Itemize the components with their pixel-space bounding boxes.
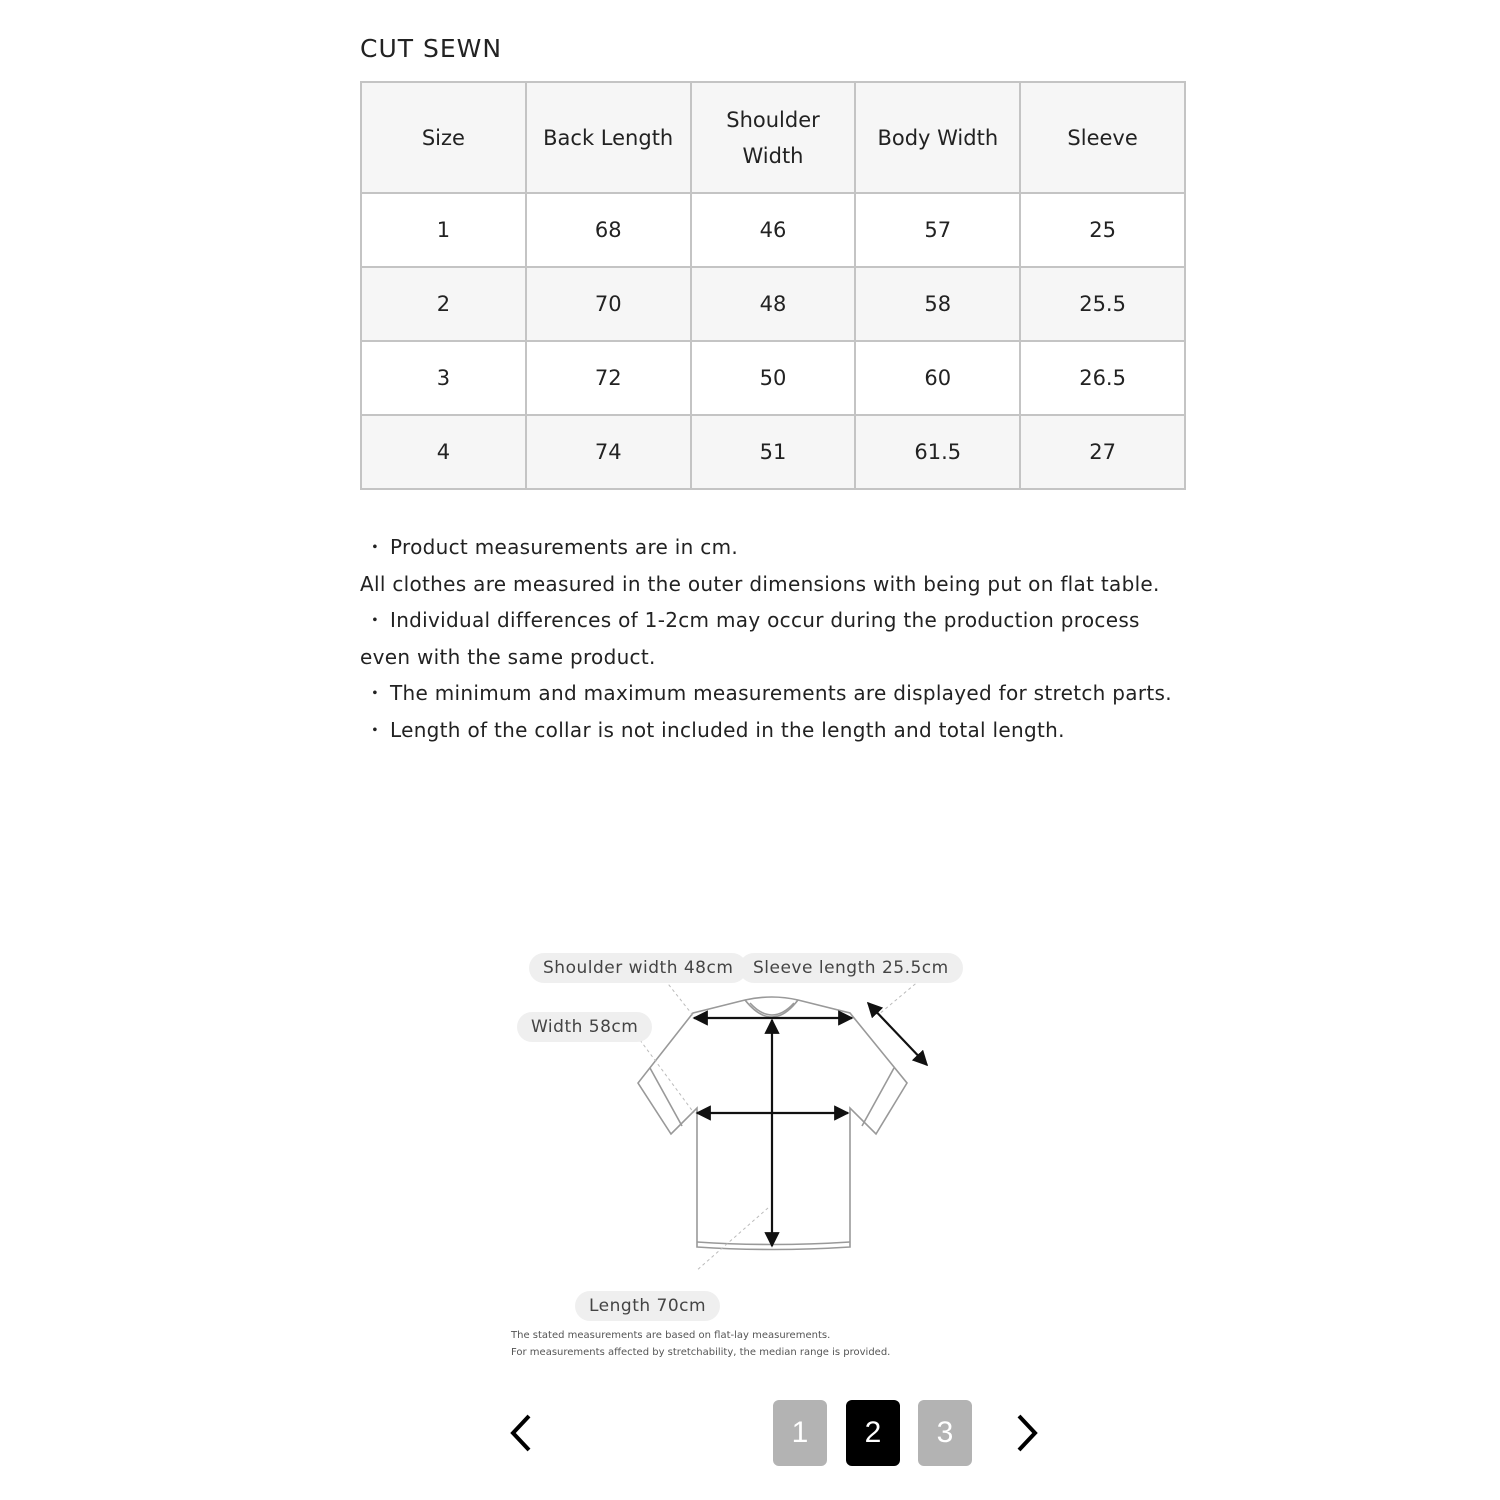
table-cell: 27 [1020, 415, 1185, 489]
page-button-3[interactable]: 3 [918, 1400, 972, 1466]
table-cell: 61.5 [855, 415, 1020, 489]
table-cell: 57 [855, 193, 1020, 267]
table-cell: 46 [691, 193, 856, 267]
section-title: CUT SEWN [360, 34, 503, 63]
header-size: Size [361, 82, 526, 193]
table-cell: 4 [361, 415, 526, 489]
table-row [361, 267, 1185, 341]
table-row [361, 193, 1185, 267]
note-item: ・ The minimum and maximum measurements are displayed for stretch parts. [364, 681, 1172, 705]
header-sleeve: Sleeve [1020, 82, 1185, 193]
next-page-button[interactable] [1008, 1408, 1048, 1458]
table-row [361, 415, 1185, 489]
length-label: Length 70cm [575, 1291, 720, 1321]
chevron-right-icon [1015, 1413, 1041, 1453]
table-cell: 68 [526, 193, 691, 267]
sleeve-length-label: Sleeve length 25.5cm [739, 953, 963, 983]
table-cell: 51 [691, 415, 856, 489]
size-table [360, 81, 1186, 490]
table-cell: 2 [361, 267, 526, 341]
table-cell: 26.5 [1020, 341, 1185, 415]
note-item: ・ Individual differences of 1-2cm may occur during the production process even with the same product. [360, 608, 1140, 669]
width-label: Width 58cm [517, 1012, 652, 1042]
prev-page-button[interactable] [500, 1408, 540, 1458]
table-row [361, 341, 1185, 415]
table-cell: 1 [361, 193, 526, 267]
note-item: ・ Product measurements are in cm. [364, 535, 739, 559]
table-cell: 58 [855, 267, 1020, 341]
table-cell: 48 [691, 267, 856, 341]
table-cell: 70 [526, 267, 691, 341]
header-shoulder-width: Shoulder Width [691, 82, 856, 193]
table-header-row [361, 82, 1185, 193]
shoulder-width-label: Shoulder width 48cm [529, 953, 747, 983]
table-cell: 50 [691, 341, 856, 415]
note-item: All clothes are measured in the outer dimensions with being put on flat table. [360, 571, 1160, 596]
table-cell: 74 [526, 415, 691, 489]
table-cell: 25 [1020, 193, 1185, 267]
header-back-length: Back Length [526, 82, 691, 193]
note-item: ・ Length of the collar is not included in the length and total length. [364, 717, 1065, 742]
header-body-width: Body Width [855, 82, 1020, 193]
table-cell: 3 [361, 341, 526, 415]
table-cell: 60 [855, 341, 1020, 415]
page-button-1[interactable]: 1 [773, 1400, 827, 1466]
diagram-footnote: The stated measurements are based on flat-lay measurements. For measurements affected by stretchability, the median range is provided. [511, 1330, 891, 1358]
measurement-notes [360, 529, 1180, 748]
page-button-2[interactable]: 2 [846, 1400, 900, 1466]
table-cell: 72 [526, 341, 691, 415]
measure-arrows [694, 1003, 927, 1246]
table-cell: 25.5 [1020, 267, 1185, 341]
chevron-left-icon [507, 1413, 533, 1453]
